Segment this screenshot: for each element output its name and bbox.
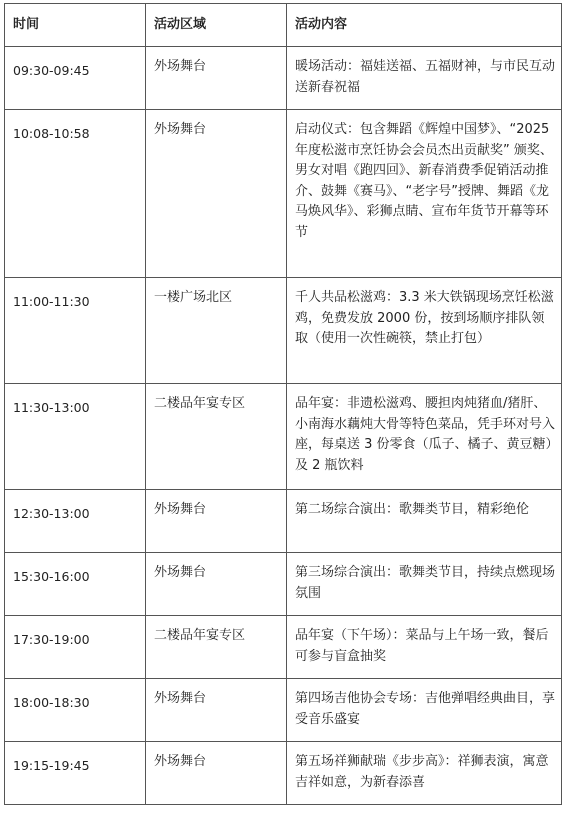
- row-time: 09:30-09:45: [5, 47, 146, 110]
- row-content: 暖场活动：福娃送福、五福财神，与市民互动送新春祝福: [287, 47, 562, 110]
- table-row: [5, 616, 562, 679]
- header-row: [5, 4, 562, 47]
- row-time: 10:08-10:58: [5, 110, 146, 278]
- table-row: [5, 384, 562, 490]
- schedule-table: [4, 3, 562, 805]
- row-area: 外场舞台: [146, 679, 287, 742]
- row-content: 品年宴（下午场）：菜品与上午场一致，餐后可参与盲盒抽奖: [287, 616, 562, 679]
- row-content: 第四场吉他协会专场：吉他弹唱经典曲目，享受音乐盛宴: [287, 679, 562, 742]
- row-area: 二楼品年宴专区: [146, 384, 287, 490]
- row-area: 外场舞台: [146, 47, 287, 110]
- header-time: 时间: [5, 4, 146, 47]
- row-content: 第二场综合演出：歌舞类节目，精彩绝伦: [287, 490, 562, 553]
- row-time: 15:30-16:00: [5, 553, 146, 616]
- table-row: [5, 490, 562, 553]
- table-row: [5, 110, 562, 278]
- row-area: 外场舞台: [146, 742, 287, 805]
- table-row: [5, 47, 562, 110]
- row-content: 千人共品松滋鸡：3.3 米大铁锅现场烹饪松滋鸡，免费发放 2000 份，按到场顺序排队领取（使用一次性碗筷，禁止打包）: [287, 278, 562, 384]
- table-row: [5, 742, 562, 805]
- table-row: [5, 278, 562, 384]
- row-time: 12:30-13:00: [5, 490, 146, 553]
- row-time: 18:00-18:30: [5, 679, 146, 742]
- row-area: 外场舞台: [146, 490, 287, 553]
- row-content: 第三场综合演出：歌舞类节目，持续点燃现场氛围: [287, 553, 562, 616]
- row-area: 二楼品年宴专区: [146, 616, 287, 679]
- row-area: 外场舞台: [146, 110, 287, 278]
- header-area: 活动区域: [146, 4, 287, 47]
- row-content: 启动仪式：包含舞蹈《辉煌中国梦》、“2025 年度松滋市烹饪协会会员杰出贡献奖” 颁奖、男女对唱《跑四回》、新春消费季促销活动推介、鼓舞《赛马》、“老字号”授牌、舞蹈《龙马焕风华》、彩狮点睛、宣布年货节开幕等环节: [287, 110, 562, 278]
- table-row: [5, 553, 562, 616]
- row-area: 外场舞台: [146, 553, 287, 616]
- row-time: 11:00-11:30: [5, 278, 146, 384]
- header-content: 活动内容: [287, 4, 562, 47]
- row-content: 第五场祥狮献瑞《步步高》：祥狮表演，寓意吉祥如意，为新春添喜: [287, 742, 562, 805]
- table-row: [5, 679, 562, 742]
- row-area: 一楼广场北区: [146, 278, 287, 384]
- row-content: 品年宴：非遗松滋鸡、腰担肉炖猪血/猪肝、小南海水藕炖大骨等特色菜品，凭手环对号入座，每桌送 3 份零食（瓜子、橘子、黄豆糖）及 2 瓶饮料: [287, 384, 562, 490]
- row-time: 11:30-13:00: [5, 384, 146, 490]
- row-time: 17:30-19:00: [5, 616, 146, 679]
- row-time: 19:15-19:45: [5, 742, 146, 805]
